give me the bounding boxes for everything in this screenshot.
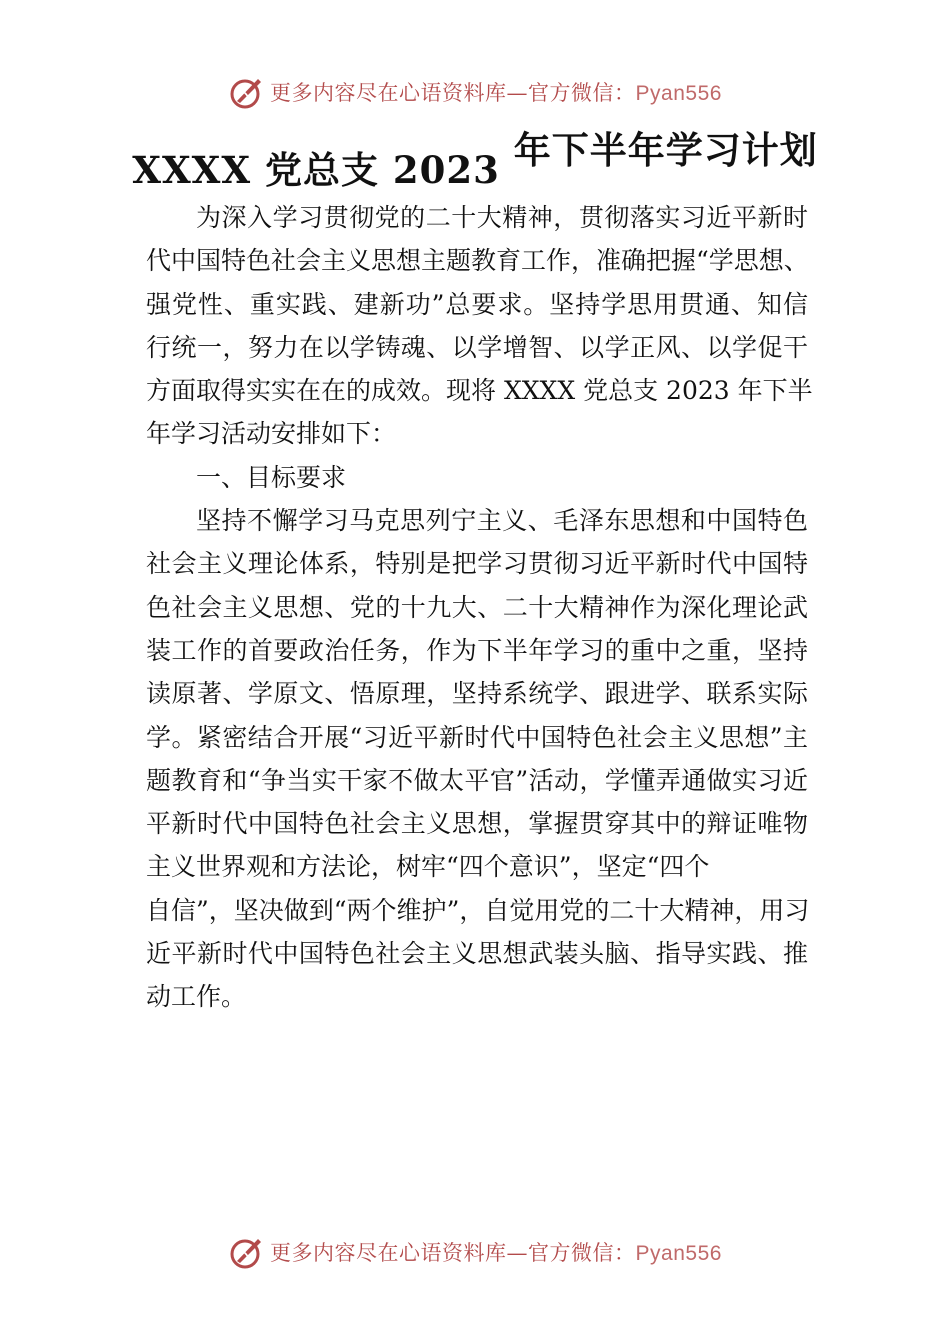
text-line: 社会主义理论体系，特别是把学习贯彻习近平新时代中国特 [146, 549, 808, 579]
text-line: 行统一，努力在以学铸魂、以学增智、以学正风、以学促干 [146, 332, 808, 362]
quill-seal-logo-icon [228, 73, 266, 111]
watermark-text [270, 1237, 722, 1267]
paragraph-goals [146, 499, 808, 1019]
text-line: 坚持不懈学习马克思列宁主义、毛泽东思想和中国特色 [196, 506, 808, 536]
text-line: 方面取得实实在在的成效。现将 XXXX 党总支 2023 年下半 [146, 376, 813, 406]
text-line: 代中国特色社会主义思想主题教育工作，准确把握“学思想、 [146, 246, 809, 276]
text-line: 为深入学习贯彻党的二十大精神，贯彻落实习近平新时 [196, 203, 808, 232]
text-line: 动工作。 [146, 982, 247, 1012]
watermark-wechat-id: Pyan556 [635, 82, 722, 105]
watermark-text [270, 77, 722, 107]
text-line: 近平新时代中国特色社会主义思想武装头脑、指导实践、推 [146, 939, 808, 969]
header-watermark [0, 72, 950, 112]
title-part-a: XXXX 党总支 2023 [132, 148, 514, 192]
text-line: 题教育和“争当实干家不做太平官”活动，学懂弄通做实习近 [146, 765, 808, 795]
text-line: 主义世界观和方法论，树牢“四个意识”，坚定“四个 [146, 852, 710, 882]
watermark-text-cn: 更多内容尽在心语资料库—官方微信： [270, 1241, 636, 1265]
text-line: 读原著、学原文、悟原理，坚持系统学、跟进学、联系实际 [146, 679, 808, 709]
watermark-text-cn: 更多内容尽在心语资料库—官方微信： [270, 81, 636, 105]
text-line: 学。紧密结合开展“习近平新时代中国特色社会主义思想”主 [146, 722, 808, 752]
text-line: 色社会主义思想、党的十九大、二十大精神作为深化理论武 [146, 592, 808, 622]
quill-seal-logo-icon [228, 1233, 266, 1271]
text-line: 平新时代中国特色社会主义思想，掌握贯穿其中的辩证唯物 [146, 809, 808, 839]
section-heading-goals [146, 456, 808, 499]
section-heading: 一、目标要求 [196, 462, 347, 492]
document-title [0, 126, 950, 192]
title-part-b: 年下半年学习计划 [513, 128, 818, 172]
text-line: 年学习活动安排如下： [146, 419, 397, 449]
document-body [146, 196, 813, 1019]
text-line: 强党性、重实践、建新功”总要求。坚持学思用贯通、知信 [146, 289, 808, 319]
footer-watermark [0, 1232, 950, 1272]
watermark-wechat-id: Pyan556 [635, 1242, 722, 1265]
paragraph-intro [146, 196, 813, 456]
text-line: 自信”，坚决做到“两个维护”，自觉用党的二十大精神，用习 [146, 895, 810, 925]
text-line: 装工作的首要政治任务，作为下半年学习的重中之重，坚持 [146, 635, 808, 665]
